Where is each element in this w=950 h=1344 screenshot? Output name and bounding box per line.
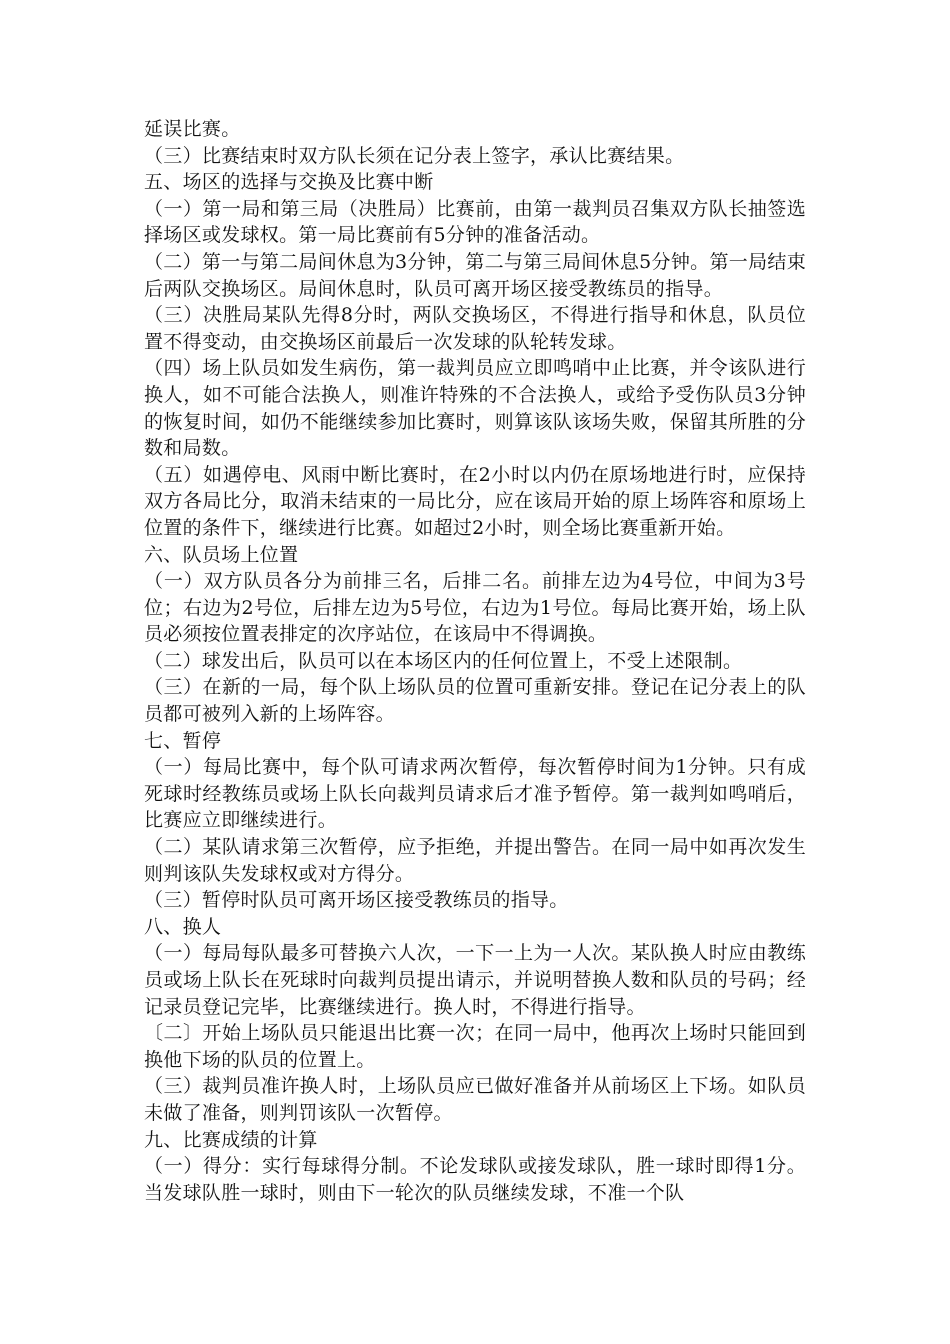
section-heading-5: 五、场区的选择与交换及比赛中断 xyxy=(144,171,434,194)
paragraph-7-3: （三）暂停时队员可离开场区接受教练员的指导。 xyxy=(144,889,569,912)
paragraph-8-1: （一）每局每队最多可替换六人次，一下一上为一人次。某队换人时应由教练员或场上队长在死球时向裁判员提出请示，并说明替换人数和队员的号码；经记录员登记完毕，比赛继续进行。换人时，不得进行指导。 xyxy=(144,942,806,1018)
paragraph-5-5: （五）如遇停电、风雨中断比赛时，在2小时以内仍在原场地进行时，应保持双方各局比分，取消未结束的一局比分，应在该局开始的原上场阵容和原场上位置的条件下，继续进行比赛。如超过2小时，则全场比赛重新开始。 xyxy=(144,463,806,539)
paragraph-6-1: （一）双方队员各分为前排三名，后排二名。前排左边为4号位，中间为3号位；右边为2号位，后排左边为5号位，右边为1号位。每局比赛开始，场上队员必须按位置表排定的次序站位，在该局中不得调换。 xyxy=(144,570,806,646)
document-page xyxy=(144,116,806,1206)
paragraph-5-2: （二）第一与第二局间休息为3分钟，第二与第三局间休息5分钟。第一局结束后两队交换场区。局间休息时，队员可离开场区接受教练员的指导。 xyxy=(144,250,806,300)
paragraph-4-3: （三）比赛结束时双方队长须在记分表上签字，承认比赛结果。 xyxy=(144,144,685,167)
paragraph-8-2: 〔二〕开始上场队员只能退出比赛一次；在同一局中，他再次上场时只能回到换他下场的队员的位置上。 xyxy=(144,1022,806,1071)
paragraph-5-1: （一）第一局和第三局（决胜局）比赛前，由第一裁判员召集双方队长抽签选择场区或发球权。第一局比赛前有5分钟的准备活动。 xyxy=(144,197,806,247)
paragraph-7-1: （一）每局比赛中，每个队可请求两次暂停，每次暂停时间为1分钟。只有成死球时经教练员或场上队长向裁判员请求后才准予暂停。第一裁判如鸣哨后，比赛应立即继续进行。 xyxy=(144,756,806,832)
section-heading-8: 八、换人 xyxy=(144,915,222,938)
paragraph-7-2: （二）某队请求第三次暂停，应予拒绝，并提出警告。在同一局中如再次发生则判该队失发球权或对方得分。 xyxy=(144,836,806,885)
paragraph-continuation: 延误比赛。 xyxy=(144,118,241,140)
paragraph-8-3: （三）裁判员准许换人时，上场队员应已做好准备并从前场区上下场。如队员未做了准备，则判罚该队一次暂停。 xyxy=(144,1075,806,1124)
paragraph-5-4: （四）场上队员如发生病伤，第一裁判员应立即鸣哨中止比赛，并令该队进行换人，如不可能合法换人，则准许特殊的不合法换人，或给予受伤队员3分钟的恢复时间，如仍不能继续参加比赛时，则算该队该场失败，保留其所胜的分数和局数。 xyxy=(144,357,806,460)
paragraph-6-2: （二）球发出后，队员可以在本场区内的任何位置上，不受上述限制。 xyxy=(144,649,743,672)
section-heading-6: 六、队员场上位置 xyxy=(144,543,299,566)
section-heading-7: 七、暂停 xyxy=(144,729,222,752)
paragraph-6-3: （三）在新的一局，每个队上场队员的位置可重新安排。登记在记分表上的队员都可被列入新的上场阵容。 xyxy=(144,676,806,726)
section-heading-9: 九、比赛成绩的计算 xyxy=(144,1128,318,1151)
paragraph-5-3: （三）决胜局某队先得8分时，两队交换场区，不得进行指导和休息，队员位置不得变动，由交换场区前最后一次发球的队轮转发球。 xyxy=(144,304,806,353)
paragraph-9-1: （一）得分：实行每球得分制。不论发球队或接发球队，胜一球时即得1分。当发球队胜一球时，则由下一轮次的队员继续发球，不准一个队 xyxy=(144,1155,806,1204)
